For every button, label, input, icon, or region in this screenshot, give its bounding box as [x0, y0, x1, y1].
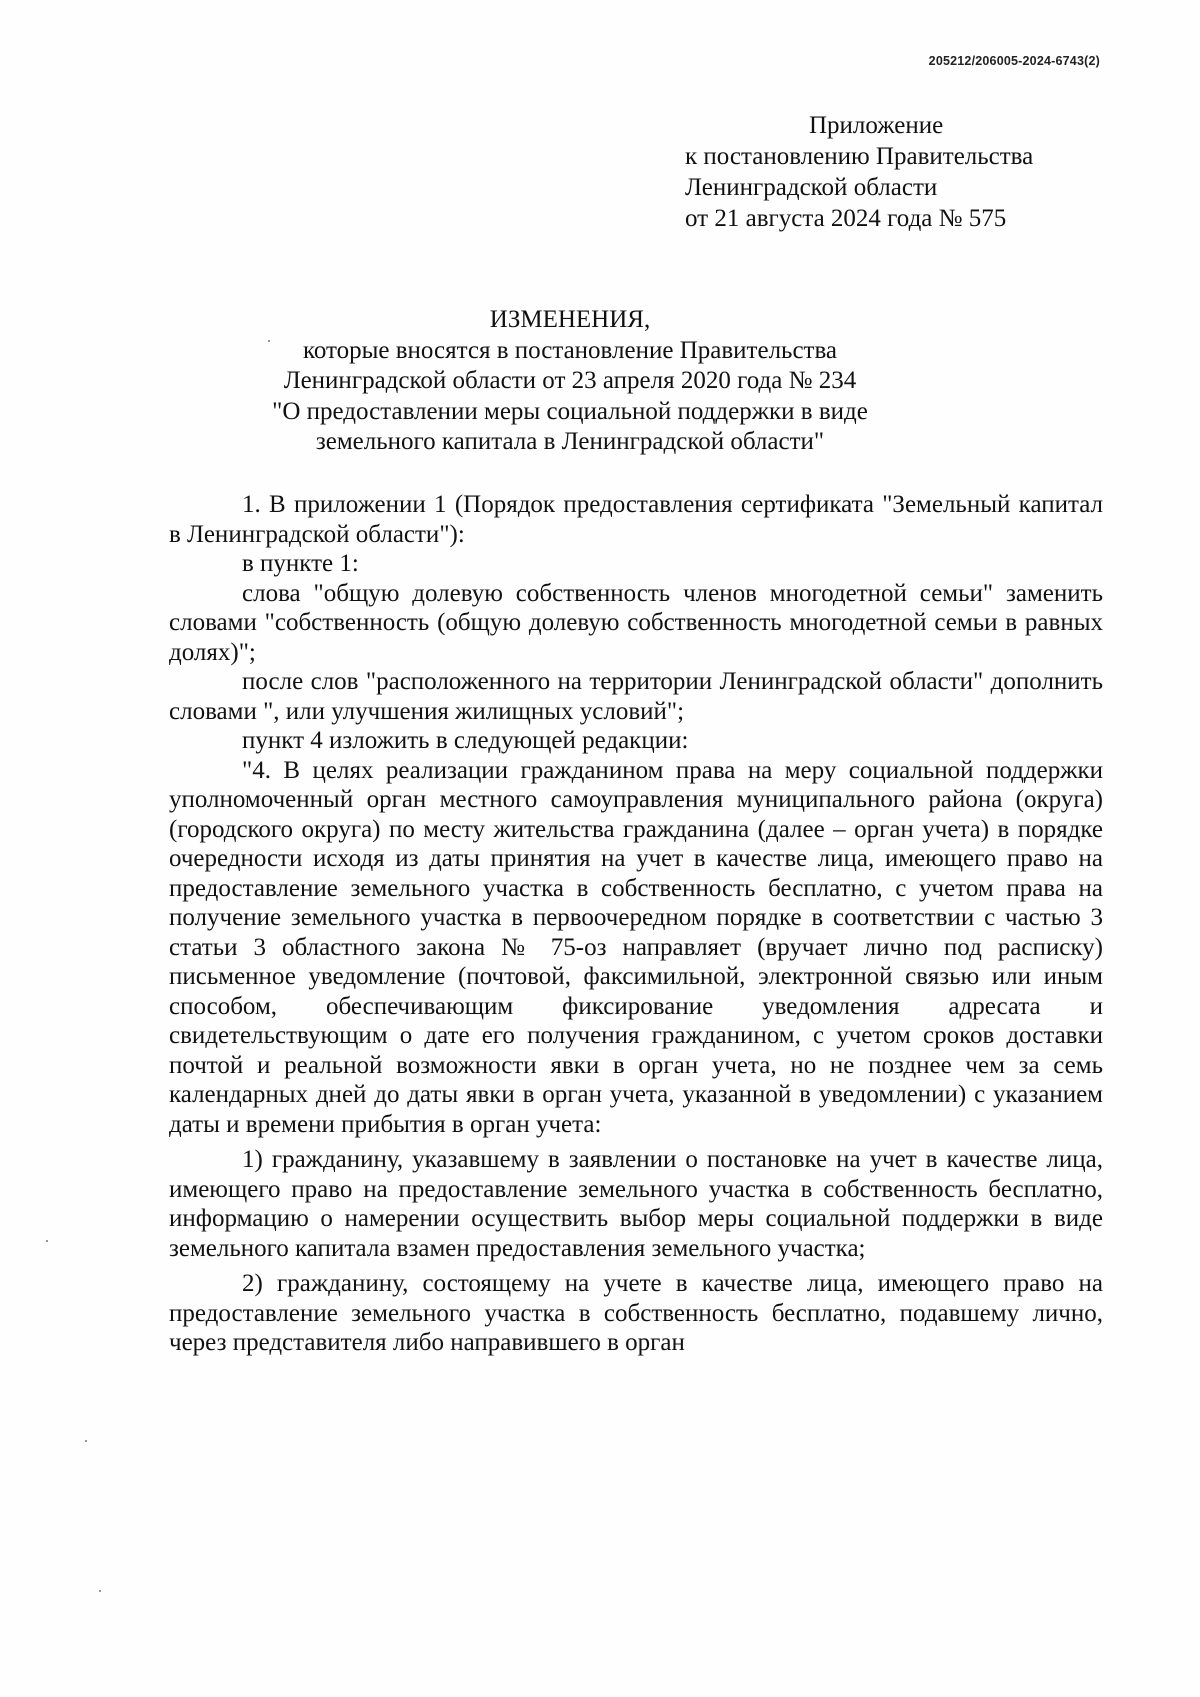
paragraph: слова "общую долевую собственность членов многодетной семьи" заменить словами "собственность (общую долевую собственность многодетной семьи в равных долях)";	[169, 579, 1103, 666]
title-line: "О предоставлении меры социальной поддержки в виде	[272, 397, 868, 425]
paragraph: 1) гражданину, указавшему в заявлении о постановке на учет в качестве лица, имеющего право на предоставление земельного участка в собственность бесплатно, информацию о намерении осуществить выбор меры социальной поддержки в виде земельного капитала взамен предоставления земельного участка;	[169, 1146, 1103, 1262]
document-registration-number: 205212/206005-2024-6743(2)	[928, 54, 1100, 68]
title-line: Ленинградской области от 23 апреля 2020 года № 234	[283, 367, 857, 394]
scan-speck	[46, 1240, 48, 1242]
paragraph: пункт 4 изложить в следующей редакции:	[242, 727, 689, 754]
scan-speck	[85, 1440, 87, 1442]
appendix-header-line: к постановлению Правительства	[685, 143, 1034, 170]
title-line: которые вносятся в постановление Правительства	[302, 336, 838, 364]
paragraph: 2) гражданину, состоящему на учете в качестве лица, имеющего право на предоставление земельного участка в собственность бесплатно, подавшему лично, через представителя либо направившего в орган	[169, 1270, 1103, 1356]
appendix-header-line: от 21 августа 2024 года № 575	[685, 205, 1007, 232]
scan-speck	[99, 1590, 101, 1592]
paragraph: после слов "расположенного на территории Ленинградской области" дополнить словами ", или улучшения жилищных условий";	[169, 668, 1103, 725]
title-line: земельного капитала в Ленинградской области"	[315, 428, 825, 455]
document-title	[190, 305, 950, 458]
appendix-header-line: Ленинградской области	[685, 174, 938, 201]
paragraph: 1. В приложении 1 (Порядок предоставления сертификата "Земельный капитал в Ленинградской области"):	[169, 491, 1103, 548]
scan-speck	[268, 340, 270, 342]
paragraph: "4. В целях реализации гражданином права на меру социальной поддержки уполномоченный орган местного самоуправления муниципального района (округа) (городского округа) по месту жительства гражданина (далее – орган учета) в порядке очередности исходя из даты принятия на учет в качестве лица, имеющего право на предоставление земельного участка в собственность бесплатно, с учетом права на получение земельного участка в первоочередном порядке в соответствии с частью 3 статьи 3 областного закона № 75-оз направляет (вручает лично под расписку) письменное уведомление (почтовой, факсимильной, электронной связью или иным способом, обеспечивающим фиксирование уведомления адресата и свидетельствующим о дате его получения гражданином, с учетом сроков доставки почтой и реальной возможности явки в орган учета, но не позднее чем за семь календарных дней до даты явки в орган учета, указанной в уведомлении) с указанием даты и времени прибытия в орган учета:	[169, 756, 1103, 1138]
document-body	[169, 490, 1103, 1358]
title-line: ИЗМЕНЕНИЯ,	[489, 306, 651, 333]
paragraph: в пункте 1:	[242, 550, 359, 577]
appendix-header-line: Приложение	[809, 112, 944, 139]
appendix-header	[685, 110, 1105, 234]
